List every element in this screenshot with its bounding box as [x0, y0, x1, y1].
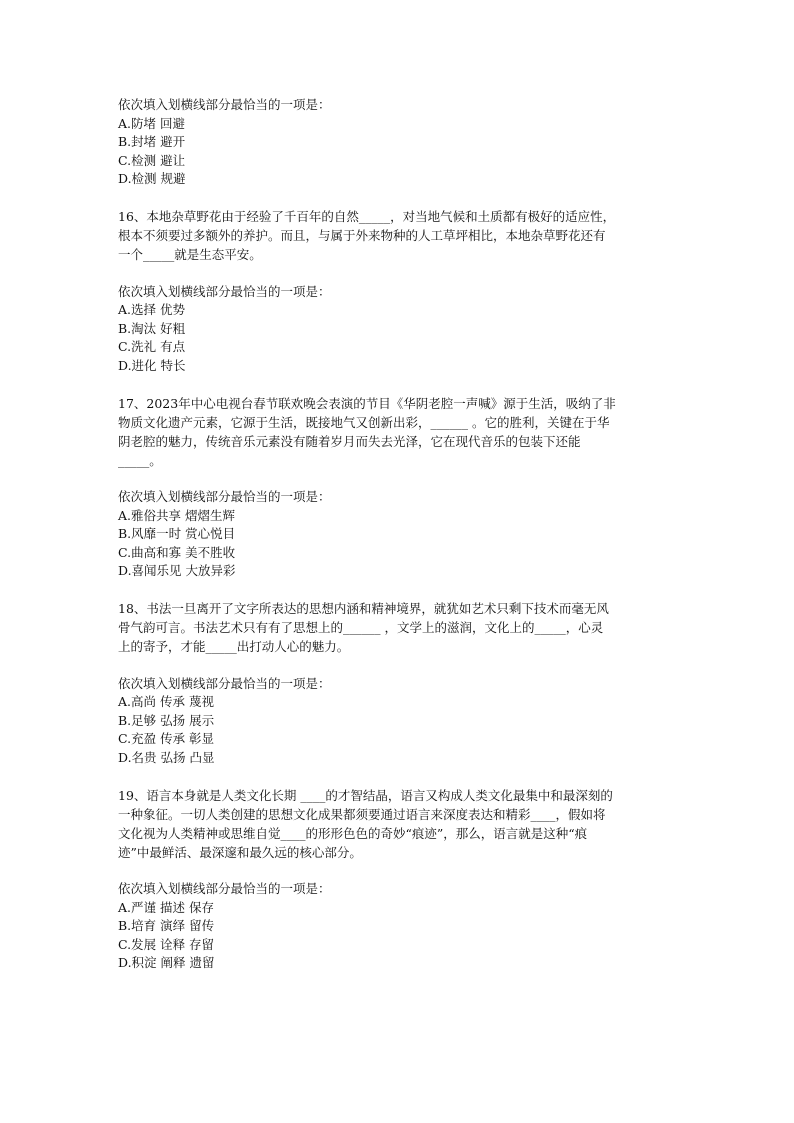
question-stem-line: 上的寄予，才能_____出打动人心的魅力。: [118, 639, 350, 654]
option-b: B.足够 弘扬 展示: [118, 712, 215, 728]
question-stem-line: 物质文化遗产元素，它源于生活，既接地气又创新出彩，______ 。它的胜利，关键在于华: [118, 414, 610, 430]
question-prompt: 依次填入划横线部分最恰当的一项是：: [118, 283, 331, 299]
question-stem-line: 根本不须要过多额外的养护。而且，与属于外来物种的人工草坪相比，本地杂草野花还有: [118, 228, 606, 243]
option-c: C.检测 避让: [118, 152, 186, 168]
question-stem-line: 文化视为人类精神或思维自觉____的形形色色的奇妙“痕迹”，那么，语言就是这种“痕: [118, 825, 588, 841]
option-a: A.严谨 描述 保存: [118, 899, 214, 915]
option-b: B.封堵 避开: [118, 134, 186, 149]
question-stem-line: 阴老腔的魅力，传统音乐元素没有随着岁月而失去光泽，它在现代音乐的包装下还能: [118, 433, 581, 449]
option-c: C.曲高和寡 美不胜收: [118, 544, 236, 560]
question-19: [118, 786, 678, 973]
question-15-choices: [118, 96, 678, 189]
option-b: B.培育 演绎 留传: [118, 918, 215, 933]
option-c: C.洗礼 有点: [118, 339, 186, 354]
question-prompt: 依次填入划横线部分最恰当的一项是：: [118, 881, 331, 896]
question-stem-line: _____。: [118, 452, 162, 468]
option-b: B.淘汰 好粗: [118, 320, 186, 336]
option-a: A.防堵 回避: [118, 115, 185, 131]
question-stem-line: 16、本地杂草野花由于经验了千百年的自然_____，对当地气候和土质都有极好的适应性，: [118, 209, 616, 224]
option-d: D.喜闻乐见 大放异彩: [118, 563, 236, 578]
question-prompt: 依次填入划横线部分最恰当的一项是：: [118, 97, 331, 112]
question-stem-line: 一个_____就是生态平安。: [118, 247, 262, 262]
question-18: [118, 599, 678, 767]
document-page: [118, 96, 678, 973]
question-stem-line: 一种象征。一切人类创建的思想文化成果都须要通过语言来深度表达和精彩____，假如将: [118, 806, 606, 822]
question-stem-line: 骨气韵可言。书法艺术只有有了思想上的______ ，文学上的滋润，文化上的_____，心灵: [118, 620, 604, 635]
option-d: D.积淀 阐释 遗留: [118, 955, 215, 970]
option-d: D.进化 特长: [118, 357, 186, 373]
question-stem-line: 迹”中最鲜活、最深邃和最久远的核心部分。: [118, 844, 362, 860]
option-a: A.选择 优势: [118, 302, 185, 317]
option-d: D.名贵 弘扬 凸显: [118, 749, 215, 765]
option-a: A.雅俗共享 熠熠生辉: [118, 507, 235, 523]
option-c: C.充盈 传承 彰显: [118, 731, 215, 746]
question-16: [118, 207, 678, 375]
question-prompt: 依次填入划横线部分最恰当的一项是：: [118, 675, 331, 691]
option-c: C.发展 诠释 存留: [118, 936, 215, 952]
option-a: A.高尚 传承 蔑视: [118, 694, 214, 709]
question-stem-line: 17、2023年中心电视台春节联欢晚会表演的节目《华阴老腔一声喊》源于生活，吸纳了非: [118, 395, 616, 411]
question-prompt: 依次填入划横线部分最恰当的一项是：: [118, 489, 331, 504]
option-d: D.检测 规避: [118, 171, 186, 186]
question-stem-line: 18、书法一旦离开了文字所表达的思想内涵和精神境界，就犹如艺术只剩下技术而毫无风: [118, 601, 609, 616]
question-17: [118, 394, 678, 581]
option-b: B.风靡一时 赏心悦目: [118, 526, 236, 541]
question-stem-line: 19、语言本身就是人类文化长期 ____的才智结晶，语言又构成人类文化最集中和最深刻的: [118, 787, 613, 803]
